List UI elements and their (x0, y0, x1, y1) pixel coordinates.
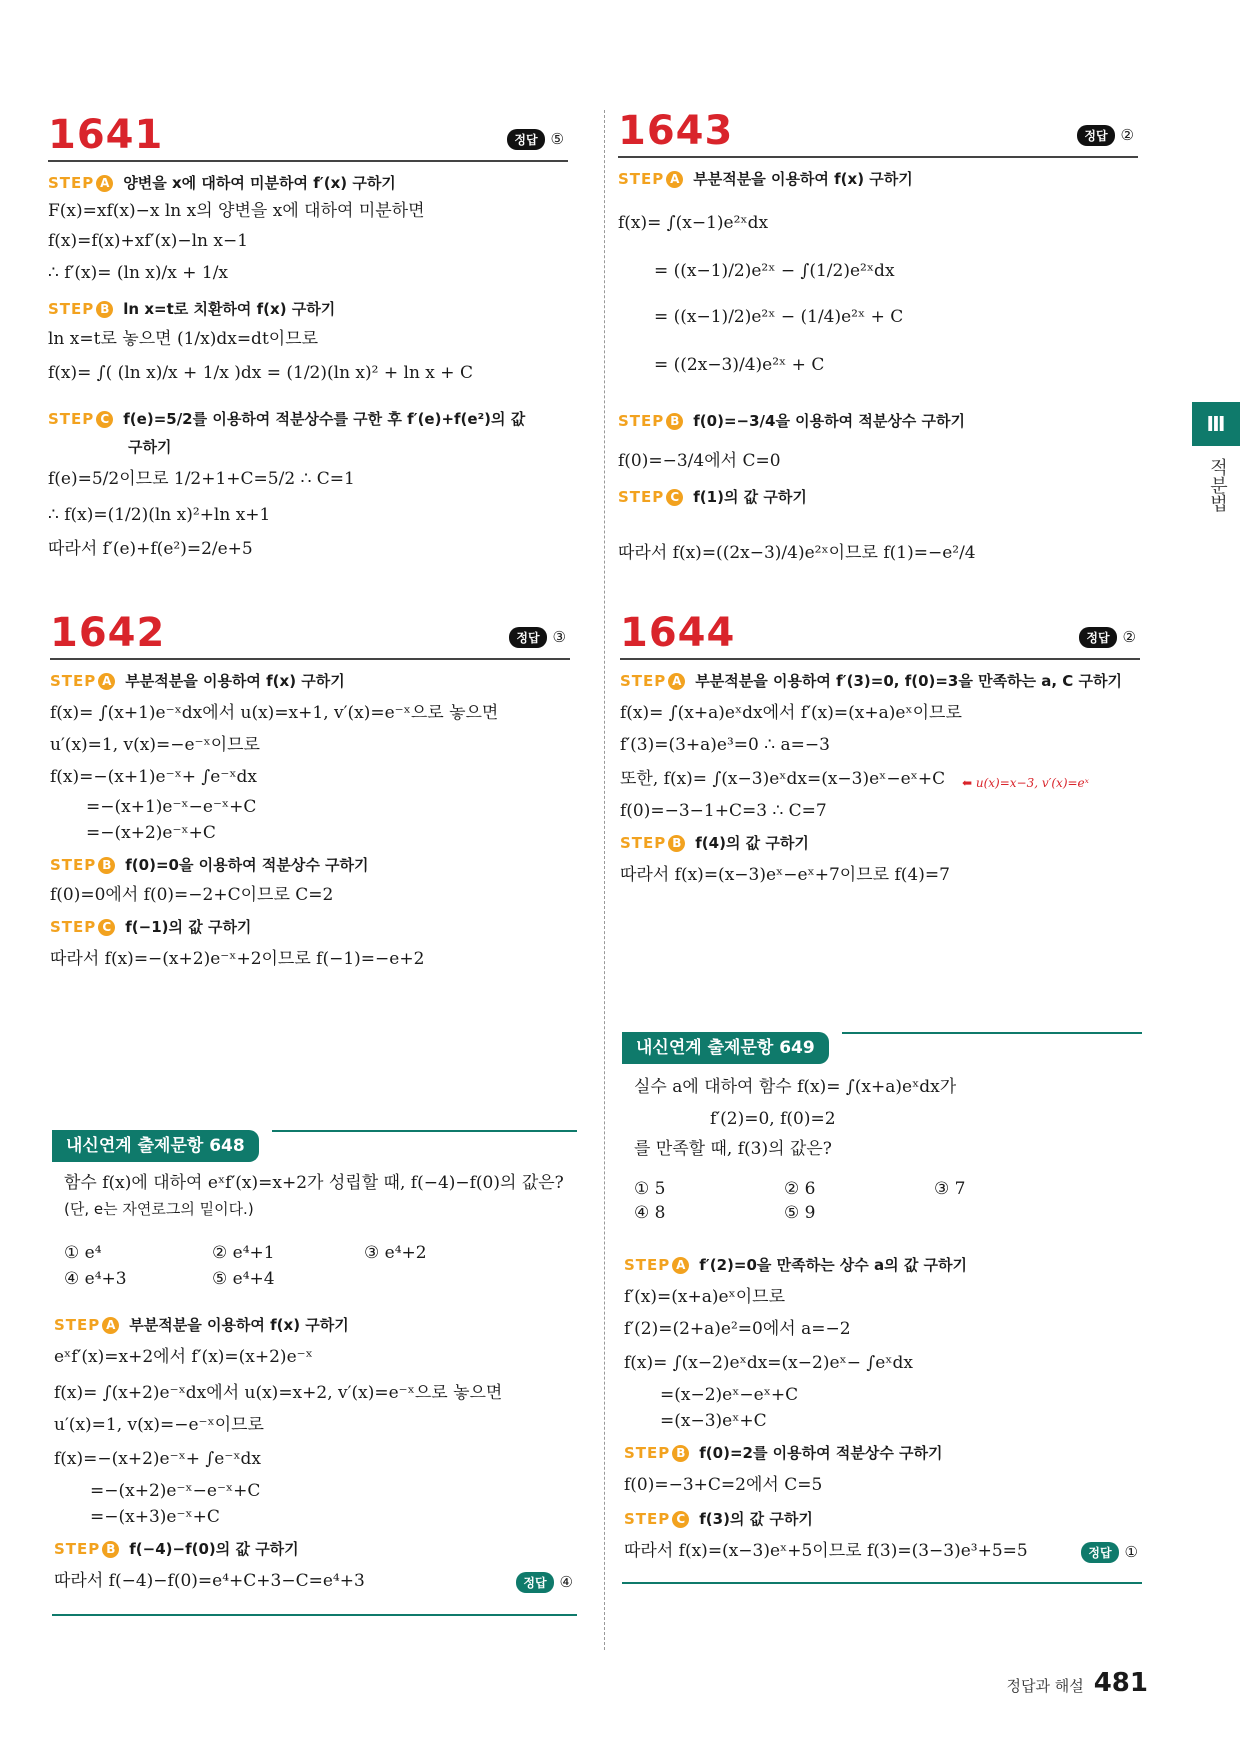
solution-line: f′(3)=(3+a)e³=0 ∴ a=−3 (620, 735, 830, 755)
column-divider (604, 110, 605, 1650)
step-heading (48, 172, 396, 194)
step-heading (54, 1538, 299, 1560)
chapter-label: 적분법 (1207, 458, 1228, 512)
solution-line: f(x)= ∫( (ln x)/x + 1/x )dx = (1/2)(ln x)² + ln x + C (48, 363, 473, 383)
solution-line: =(x−3)eˣ+C (660, 1411, 767, 1431)
problem-header (50, 598, 570, 660)
solution-line: ln x=t로 놓으면 (1/x)dx=dt이므로 (48, 329, 319, 349)
step-label: STEP (618, 412, 665, 430)
page-number: 481 (1093, 1668, 1148, 1698)
step-label: STEP (54, 1540, 101, 1558)
step-heading (50, 916, 251, 938)
step-letter-badge: C (672, 1511, 689, 1528)
footer-label: 정답과 해설 (1006, 1677, 1084, 1695)
step-letter-badge: B (98, 857, 115, 874)
problem-header (620, 598, 1140, 660)
solution-line: f(x)= ∫(x+1)e⁻ˣdx에서 u(x)=x+1, v′(x)=e⁻ˣ으로 놓으면 (50, 703, 499, 723)
step-heading (620, 832, 809, 854)
step-heading (624, 1508, 813, 1530)
solution-line: 따라서 f(−4)−f(0)=e⁴+C+3−C=e⁴+3 (54, 1571, 365, 1591)
step-title: f(3)의 값 구하기 (699, 1510, 813, 1528)
chapter-tab: Ⅲ (1192, 402, 1240, 446)
step-label: STEP (624, 1444, 671, 1462)
answer: 정답 ⑤ (507, 129, 564, 150)
solution-line: eˣf′(x)=x+2에서 f′(x)=(x+2)e⁻ˣ (54, 1347, 313, 1367)
solution-line: = ((x−1)/2)e²ˣ − (1/4)e²ˣ + C (654, 307, 904, 327)
step-label: STEP (618, 488, 665, 506)
step-title: 부분적분을 이용하여 f(x) 구하기 (129, 1316, 349, 1334)
step-letter-badge: A (666, 171, 683, 188)
step-title: f(0)=−3/4을 이용하여 적분상수 구하기 (693, 412, 965, 430)
step-label: STEP (54, 1316, 101, 1334)
choice: ③ e⁴+2 (364, 1243, 427, 1263)
solution-line: f(x)=−(x+2)e⁻ˣ+ ∫e⁻ˣdx (54, 1449, 261, 1469)
step-heading (618, 168, 913, 190)
step-title: 양변을 x에 대하여 미분하여 f′(x) 구하기 (123, 174, 396, 192)
step-letter-badge: B (668, 835, 685, 852)
step-heading (50, 670, 345, 692)
step-title: 부분적분을 이용하여 f(x) 구하기 (125, 672, 345, 690)
question-condition: f′(2)=0, f(0)=2 (710, 1109, 836, 1129)
step-title: f(−4)−f(0)의 값 구하기 (129, 1540, 299, 1558)
step-heading (50, 854, 369, 876)
step-letter-badge: A (672, 1257, 689, 1274)
solution-line: 따라서 f(x)=−(x+2)e⁻ˣ+2이므로 f(−1)=−e+2 (50, 949, 425, 969)
problem-number: 1643 (618, 108, 734, 154)
choice: ② e⁴+1 (212, 1243, 275, 1263)
step-title: f(0)=0을 이용하여 적분상수 구하기 (125, 856, 369, 874)
solution-line: f(x)= ∫(x+2)e⁻ˣdx에서 u(x)=x+2, v′(x)=e⁻ˣ으로 놓으면 (54, 1383, 503, 1403)
step-letter-badge: C (98, 919, 115, 936)
answer: 정답 ① (1081, 1542, 1138, 1563)
related-title: 내신연계 출제문항 649 (622, 1032, 829, 1064)
solution-line: f(0)=−3+C=2에서 C=5 (624, 1475, 823, 1495)
hint-note: ⬅ u(x)=x−3, v′(x)=eˣ (962, 776, 1089, 790)
choice: ④ e⁴+3 (64, 1269, 127, 1289)
question-text: 를 만족할 때, f(3)의 값은? (634, 1139, 832, 1159)
solution-line: 따라서 f′(e)+f(e²)=2/e+5 (48, 539, 253, 559)
choice: ⑤ e⁴+4 (212, 1269, 275, 1289)
step-heading (618, 410, 965, 432)
solution-line: f′(2)=(2+a)e²=0에서 a=−2 (624, 1319, 851, 1339)
choice: ② 6 (784, 1179, 816, 1199)
step-label: STEP (624, 1256, 671, 1274)
solution-line: = ((2x−3)/4)e²ˣ + C (654, 355, 825, 375)
solution-line: f(x)= ∫(x−1)e²ˣdx (618, 213, 769, 233)
solution-line: f(x)= ∫(x−2)eˣdx=(x−2)eˣ− ∫eˣdx (624, 1353, 913, 1373)
step-heading (48, 408, 525, 430)
step-title: 부분적분을 이용하여 f′(3)=0, f(0)=3을 만족하는 a, C 구하기 (695, 672, 1123, 690)
step-letter-badge: C (96, 411, 113, 428)
step-letter-badge: A (96, 175, 113, 192)
problem-number: 1642 (50, 610, 166, 656)
step-heading (618, 486, 807, 508)
question-text: 실수 a에 대하여 함수 f(x)= ∫(x+a)eˣdx가 (634, 1077, 957, 1097)
question-note: (단, e는 자연로그의 밑이다.) (64, 1200, 254, 1218)
answer: 정답 ③ (509, 627, 566, 648)
step-title-continued: 구하기 (128, 438, 172, 456)
step-heading (54, 1314, 349, 1336)
solution-line: 따라서 f(x)=((2x−3)/4)e²ˣ이므로 f(1)=−e²/4 (618, 543, 976, 563)
step-label: STEP (48, 300, 95, 318)
answer: 정답 ② (1077, 125, 1134, 146)
solution-line: f(x)= ∫(x+a)eˣdx에서 f′(x)=(x+a)eˣ이므로 (620, 703, 962, 723)
step-heading (624, 1254, 967, 1276)
step-label: STEP (620, 834, 667, 852)
related-title: 내신연계 출제문항 648 (52, 1130, 259, 1162)
problem-header (618, 96, 1138, 158)
solution-line: 또한, f(x)= ∫(x−3)eˣdx=(x−3)eˣ−eˣ+C (620, 769, 946, 789)
question-text: 함수 f(x)에 대하여 eˣf′(x)=x+2가 성립할 때, f(−4)−f(0)의 값은? (64, 1173, 564, 1193)
answer: 정답 ④ (516, 1572, 573, 1593)
solution-line: =−(x+3)e⁻ˣ+C (90, 1507, 220, 1527)
solution-line: f(e)=5/2이므로 1/2+1+C=5/2 ∴ C=1 (48, 469, 355, 489)
step-label: STEP (624, 1510, 671, 1528)
solution-line: 따라서 f(x)=(x−3)eˣ+5이므로 f(3)=(3−3)e³+5=5 (624, 1541, 1028, 1561)
step-heading (48, 298, 335, 320)
step-title: f(e)=5/2를 이용하여 적분상수를 구한 후 f′(e)+f(e²)의 값 (123, 410, 526, 428)
step-letter-badge: B (96, 301, 113, 318)
step-letter-badge: C (666, 489, 683, 506)
step-title: f(1)의 값 구하기 (693, 488, 807, 506)
step-letter-badge: B (672, 1445, 689, 1462)
step-label: STEP (50, 672, 97, 690)
step-title: f(−1)의 값 구하기 (125, 918, 252, 936)
solution-line: = ((x−1)/2)e²ˣ − ∫(1/2)e²ˣdx (654, 261, 895, 281)
step-label: STEP (620, 672, 667, 690)
step-letter-badge: A (668, 673, 685, 690)
solution-line: ∴ f(x)=(1/2)(ln x)²+ln x+1 (48, 505, 271, 525)
problem-number: 1644 (620, 610, 736, 656)
step-label: STEP (50, 856, 97, 874)
step-title: f(4)의 값 구하기 (695, 834, 809, 852)
solution-line: F(x)=xf(x)−x ln x의 양변을 x에 대하여 미분하면 (48, 201, 425, 221)
solution-line: =−(x+2)e⁻ˣ−e⁻ˣ+C (90, 1481, 261, 1501)
solution-line: f(0)=−3/4에서 C=0 (618, 451, 781, 471)
solution-line: 따라서 f(x)=(x−3)eˣ−eˣ+7이므로 f(4)=7 (620, 865, 950, 885)
solution-line: f(0)=0에서 f(0)=−2+C이므로 C=2 (50, 885, 334, 905)
problem-header (48, 100, 568, 162)
choice: ⑤ 9 (784, 1203, 816, 1223)
solution-line: =(x−2)eˣ−eˣ+C (660, 1385, 799, 1405)
solution-line: f(x)=−(x+1)e⁻ˣ+ ∫e⁻ˣdx (50, 767, 257, 787)
step-label: STEP (50, 918, 97, 936)
step-label: STEP (48, 410, 95, 428)
page-footer (1007, 1668, 1149, 1698)
solution-line: ∴ f′(x)= (ln x)/x + 1/x (48, 263, 229, 283)
answer: 정답 ② (1079, 627, 1136, 648)
solution-line: =−(x+1)e⁻ˣ−e⁻ˣ+C (86, 797, 257, 817)
step-letter-badge: A (102, 1317, 119, 1334)
choice: ① 5 (634, 1179, 666, 1199)
problem-number: 1641 (48, 112, 164, 158)
step-letter-badge: B (102, 1541, 119, 1558)
choice: ① e⁴ (64, 1243, 102, 1263)
step-title: 부분적분을 이용하여 f(x) 구하기 (693, 170, 913, 188)
step-letter-badge: B (666, 413, 683, 430)
solution-line: f(x)=f(x)+xf′(x)−ln x−1 (48, 231, 249, 251)
step-label: STEP (48, 174, 95, 192)
solution-line: u′(x)=1, v(x)=−e⁻ˣ이므로 (54, 1415, 264, 1435)
step-letter-badge: A (98, 673, 115, 690)
step-title: f(0)=2를 이용하여 적분상수 구하기 (699, 1444, 943, 1462)
step-title: ln x=t로 치환하여 f(x) 구하기 (123, 300, 336, 318)
solution-line: f(0)=−3−1+C=3 ∴ C=7 (620, 801, 827, 821)
step-label: STEP (618, 170, 665, 188)
step-title: f′(2)=0을 만족하는 상수 a의 값 구하기 (699, 1256, 968, 1274)
solution-line: u′(x)=1, v(x)=−e⁻ˣ이므로 (50, 735, 260, 755)
choice: ④ 8 (634, 1203, 666, 1223)
solution-line: f′(x)=(x+a)eˣ이므로 (624, 1287, 786, 1307)
solution-line: =−(x+2)e⁻ˣ+C (86, 823, 216, 843)
choice: ③ 7 (934, 1179, 966, 1199)
step-heading (620, 670, 1122, 692)
step-heading (624, 1442, 943, 1464)
